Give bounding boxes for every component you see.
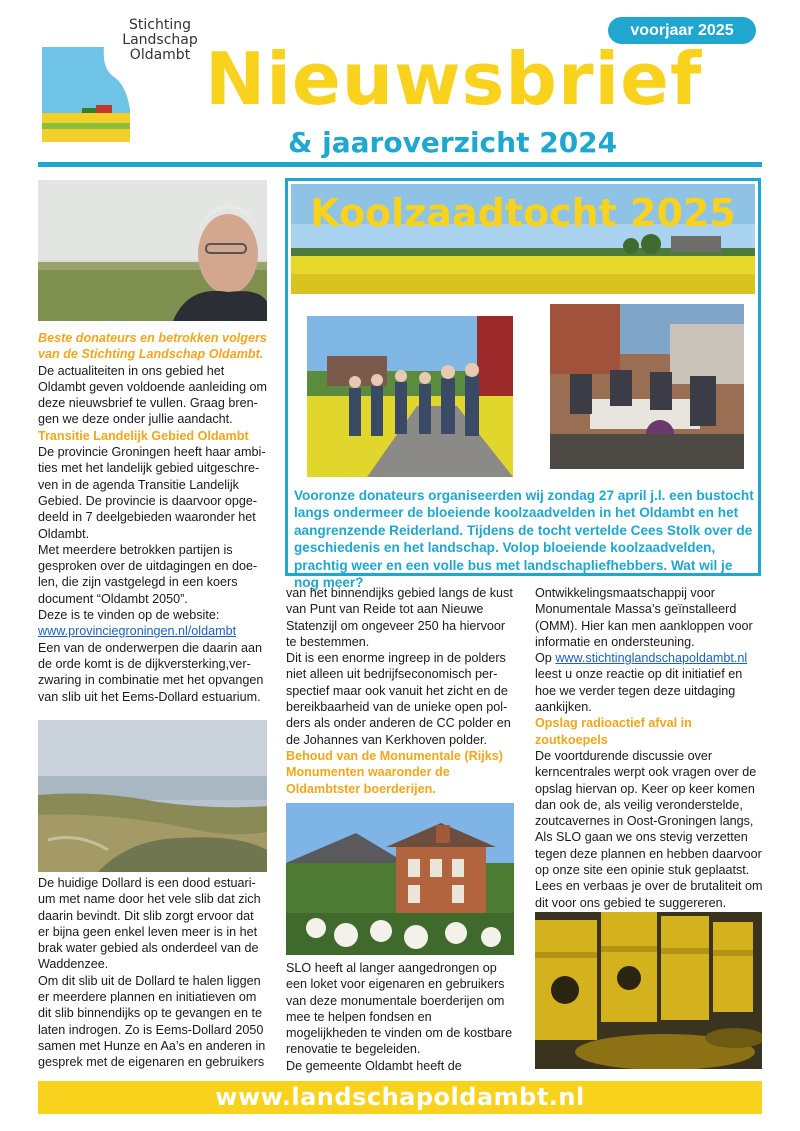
terrace-photo	[550, 304, 744, 469]
org-line-3: Oldambt	[129, 47, 191, 63]
feature-caption: Vooronze donateurs organiseerden wij zondag 27 april j.l. een bustocht langs ondermeer de bloeiende koolzaadvelden in het Oldambt en het aangrenzende Reiderland. Tijdens de tocht vertelde Cees Stolk over de geschiedenis en het landschap. Volop bloeiende koolzaadvelden, prachtig weer en een volle bus met landschapliefhebbers. Wat wil je nog meer?	[294, 488, 754, 591]
transitie-heading: Transitie Landelijk Gebied Oldambt	[38, 428, 249, 443]
newsletter-subtitle: & jaaroverzicht 2024	[288, 126, 618, 159]
website-url[interactable]: www.landschapoldambt.nl	[38, 1081, 762, 1114]
season-badge: voorjaar 2025	[608, 17, 756, 44]
monument-heading: Behoud van de Monumentale (Rijks) Monumenten waaronder de Oldambtster boerderijen.	[286, 748, 503, 796]
column-3-text	[535, 585, 763, 911]
header-divider	[38, 162, 762, 167]
transitie-paragraph-4: Een van de onderwerpen die daarin aan de orde komt is de dijkversterking,verzwaring in combinatie met het opvangen van slib uit het Eems-Dollard estuarium.	[38, 640, 264, 704]
provincie-link[interactable]: www.provinciegroningen.nl/oldambt	[38, 624, 237, 639]
column-2-paragraph-4: De gemeente Oldambt heeft de	[286, 1058, 462, 1073]
column-3-paragraph-3: De voortdurende discussie over kerncentrales werpt ook vragen over de opslag hiervan op. Keer op keer komen dan ook de, als veilig veronderstelde, zoutcavernes in Oost-Groningen langs,	[535, 748, 757, 829]
koolzaadtocht-feature	[285, 178, 761, 591]
column-2-paragraph-3: SLO heeft al langer aangedrongen op een loket voor eigenaren en gebruikers van deze monumentale boerderijen om mee te helpen fondsen en mogelijkheden te vinden om de kostbare renovatie te begeleiden.	[286, 961, 513, 1057]
column-2-top	[286, 585, 514, 797]
portrait-photo	[38, 180, 267, 321]
farmhouse-photo	[286, 803, 514, 955]
column-3-paragraph-4: Als SLO gaan we ons stevig verzetten tegen deze plannen en hebben daarvoor op onze site een opinie stuk geplaatst.	[535, 830, 762, 878]
transitie-paragraph-2: Met meerdere betrokken partijen is gesproken over de uitdagingen en doelen, die zijn vastgelegd in een koers document “Oldambt 2050”.	[38, 542, 258, 606]
column-3-paragraph-2	[535, 650, 763, 715]
column-1-bottom	[38, 875, 267, 1071]
column-2-bottom	[286, 960, 514, 1074]
barrels-photo	[535, 912, 762, 1069]
logo-mark	[42, 47, 130, 142]
afval-heading: Opslag radioactief afval in zoutkoepels	[535, 716, 692, 747]
transitie-paragraph-3: Deze is te vinden op de website:	[38, 608, 220, 623]
stichting-link[interactable]: www.stichtinglandschapoldambt.nl	[555, 651, 748, 666]
intro-heading: Beste donateurs en betrokken volgers van de Stichting Landschap Oldambt.	[38, 331, 267, 362]
p2-prefix: Op	[535, 651, 556, 666]
column-2-paragraph-2: Dit is een enorme ingreep in de polders niet alleen uit bedrijfseconomisch perspectief maar ook vanuit het zicht en de bereikbaarheid van de unieke open polders als onder anderen de CC polder en de Johannes van Kerkhoven polder.	[286, 651, 511, 747]
dollard-paragraph-1: De huidige Dollard is een dood estuarium met name door het vele slib dat zich daarin bevindt. Dit slib zorgt ervoor dat er bijna geen enkel leven meer is in het brak water gebied als onderdeel van de Waddenzee.	[38, 876, 261, 972]
intro-text: De actualiteiten in ons gebied het Oldambt geven voldoende aanleiding om deze nieuwsbrief te vullen. Graag brengen we deze onder jullie aandacht.	[38, 363, 267, 427]
column-3-paragraph-1: Ontwikkelingsmaatschappij voor Monumentale Massa’s geïnstalleerd (OMM). Hier kan men aankloppen voor informatie en ondersteuning.	[535, 586, 753, 649]
column-1-top	[38, 330, 267, 705]
column-2-paragraph-1: van het binnendijks gebied langs de kust van Punt van Reide tot aan Nieuwe Statenzijl om ongeveer 250 ha hiervoor te bestemmen.	[286, 586, 513, 649]
group-photo	[307, 316, 513, 477]
estuary-photo	[38, 720, 267, 872]
dollard-paragraph-2: Om dit slib uit de Dollard te halen liggen er meerdere plannen en initiatieven om dit slib binnendijks op te gevangen en te laten indrogen. Zo is Eems-Dollard 2050 samen met Hunze en Aa’s en anderen in gesprek met de eigenaren en gebruikers	[38, 973, 266, 1070]
feature-title: Koolzaadtocht 2025	[310, 191, 736, 235]
newsletter-title: Nieuwsbrief	[205, 37, 703, 121]
org-line-2: Landschap	[122, 32, 198, 48]
p2-suffix: leest u onze reactie op dit initiatief en hoe we verder tegen deze uitdaging aankijken.	[535, 667, 743, 715]
org-line-1: Stichting	[129, 17, 191, 33]
column-3-paragraph-5: Lees en verbaas je over de brutaliteit om dit voor ons gebied te suggereren.	[535, 879, 763, 910]
transitie-paragraph-1: De provincie Groningen heeft haar ambities met het landelijk gebied uitgeschreven in de agenda Transitie Landelijk Gebied. De provincie is daarvoor opgedeeld in 7 deelgebieden waaronder het Oldambt.	[38, 445, 266, 541]
